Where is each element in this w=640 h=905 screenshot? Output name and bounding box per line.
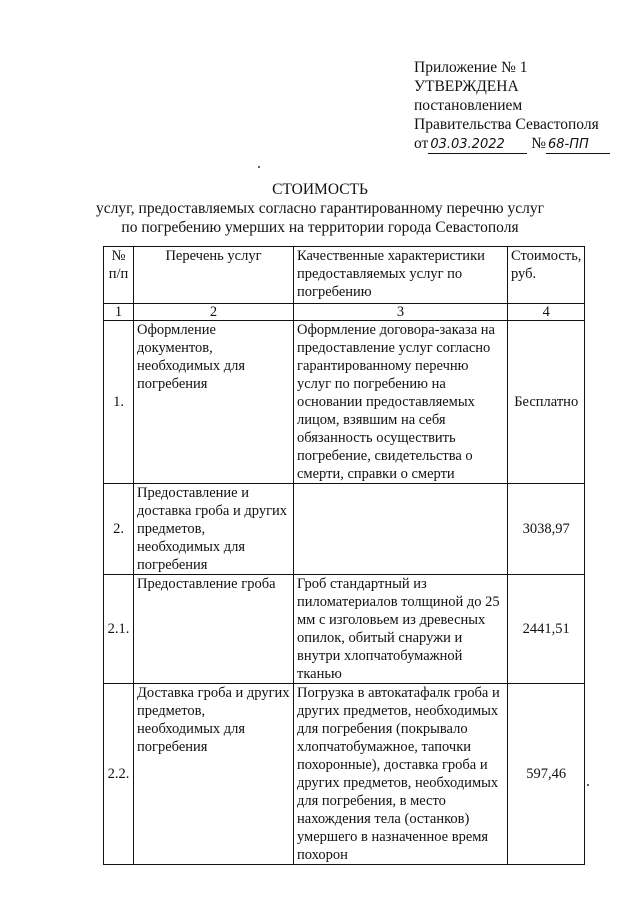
row-service: Предоставление гроба	[134, 575, 294, 684]
row-num: 1.	[104, 321, 134, 484]
row-quality: Гроб стандартный из пиломатериалов толщиной до 25 мм с изголовьем из древесных опилок, обитый снаружи и внутри хлопчатобумажной тканью	[294, 575, 508, 684]
row-cost: 597,46	[508, 684, 585, 865]
column-number: 1	[104, 304, 134, 321]
row-cost: Бесплатно	[508, 321, 585, 484]
table-row	[104, 575, 585, 684]
document-subtitle-line2: по погребению умерших на территории города Севастополя	[121, 219, 519, 236]
scan-speck	[258, 166, 260, 168]
row-num: 2.2.	[104, 684, 134, 865]
column-number: 2	[134, 304, 294, 321]
approval-block	[414, 58, 610, 154]
date-number-line	[414, 134, 610, 154]
column-number-row	[104, 304, 585, 321]
header-quality: Качественные характеристики предоставляемых услуг по погребению	[294, 247, 508, 304]
row-num: 2.1.	[104, 575, 134, 684]
row-quality	[294, 484, 508, 575]
row-service: Доставка гроба и других предметов, необходимых для погребения	[134, 684, 294, 865]
row-cost: 3038,97	[508, 484, 585, 575]
date-prefix: от	[414, 135, 429, 152]
row-quality: Оформление договора-заказа на предоставление услуг согласно гарантированному перечню услуг по погребению на основании предоставляемых лицом, взявшим на себя обязанность осуществить погребение, свидетельства о смерти, справки о смерти	[294, 321, 508, 484]
header-cost: Стоимость, руб.	[508, 247, 585, 304]
row-service: Оформление документов, необходимых для погребения	[134, 321, 294, 484]
column-number: 4	[508, 304, 585, 321]
handwritten-date: 03.03.2022	[428, 137, 527, 154]
table-row	[104, 484, 585, 575]
government-label: Правительства Севастополя	[414, 116, 599, 133]
table-row	[104, 321, 585, 484]
document-subtitle-line1: услуг, предоставляемых согласно гарантированному перечню услуг	[96, 200, 544, 217]
table-header-row	[104, 247, 585, 304]
services-cost-table	[103, 246, 585, 865]
resolution-label: постановлением	[414, 97, 523, 114]
header-num: № п/п	[104, 247, 134, 304]
column-number: 3	[294, 304, 508, 321]
table-row	[104, 684, 585, 865]
scan-speck	[587, 784, 589, 786]
handwritten-number: 68-ПП	[546, 137, 610, 154]
number-prefix: №	[531, 135, 546, 152]
approved-label: УТВЕРЖДЕНА	[414, 78, 519, 95]
row-quality: Погрузка в автокатафалк гроба и других предметов, необходимых для погребения (покрывало хлопчатобумажное, тапочки похоронные), доставка гроба и других предметов, необходимых для погребения, в место нахождения тела (останков) умершего в назначенное время похорон	[294, 684, 508, 865]
appendix-label: Приложение № 1	[414, 59, 528, 76]
document-heading: СТОИМОСТЬ	[272, 181, 368, 198]
row-num: 2.	[104, 484, 134, 575]
header-service: Перечень услуг	[134, 247, 294, 304]
row-service: Предоставление и доставка гроба и других предметов, необходимых для погребения	[134, 484, 294, 575]
row-cost: 2441,51	[508, 575, 585, 684]
